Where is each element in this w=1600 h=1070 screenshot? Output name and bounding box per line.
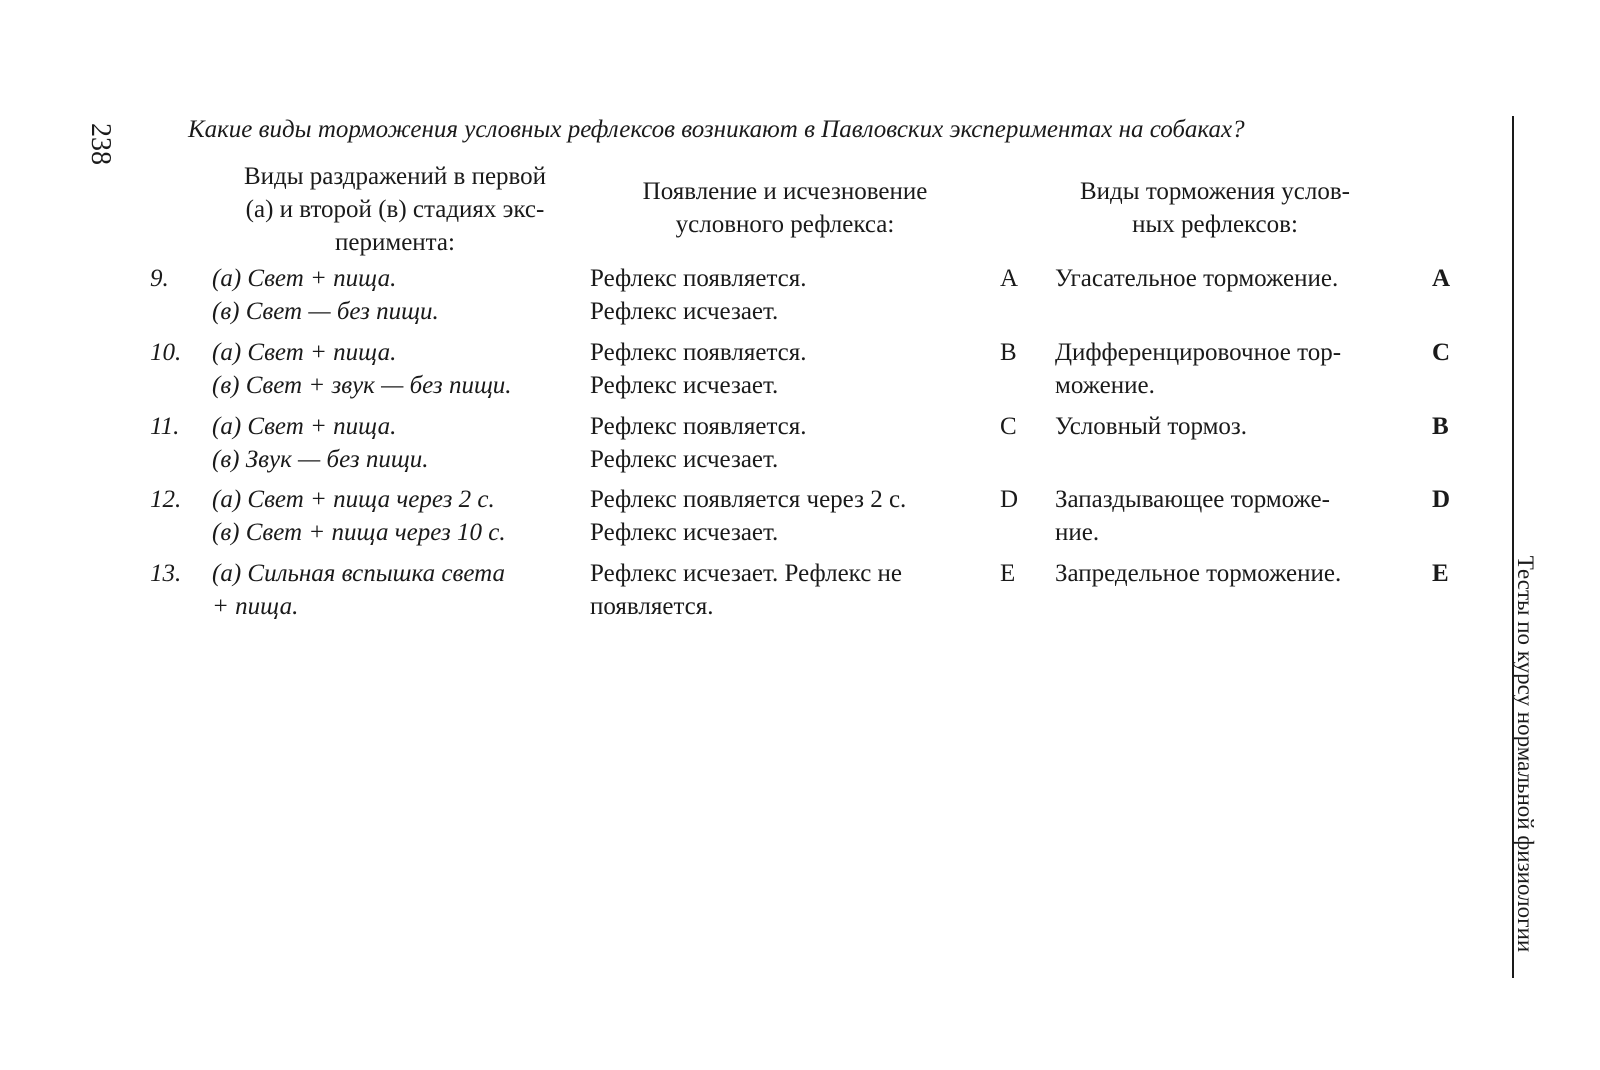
inhibition-line: Условный тормоз. bbox=[1055, 413, 1248, 440]
inhibition-cell bbox=[1055, 262, 1415, 295]
stimuli-line: (а) Свет + пища. bbox=[212, 265, 397, 292]
stimuli-line: (а) Свет + пища. bbox=[212, 339, 397, 366]
inhibition-line: Запредельное торможение. bbox=[1055, 560, 1342, 587]
answer-key: B bbox=[1432, 413, 1449, 440]
inhibition-cell bbox=[1055, 336, 1415, 402]
reflex-cell bbox=[590, 557, 990, 623]
option-letter: E bbox=[1000, 560, 1016, 587]
stimuli-line: (а) Свет + пища через 2 с. bbox=[212, 486, 495, 513]
header-stimuli-line: (а) и второй (в) стадиях экс- bbox=[245, 196, 545, 223]
reflex-line: Рефлекс исчезает. bbox=[590, 446, 779, 473]
option-letter: A bbox=[1000, 265, 1019, 292]
reflex-line: появляется. bbox=[590, 593, 714, 620]
header-stimuli-line: перимента: bbox=[335, 229, 455, 256]
inhibition-line: Дифференцировочное тор- bbox=[1055, 339, 1342, 366]
reflex-line: Рефлекс исчезает. bbox=[590, 519, 779, 546]
reflex-line: Рефлекс появляется через 2 с. bbox=[590, 486, 907, 513]
inhibition-cell bbox=[1055, 557, 1415, 590]
option-letter: D bbox=[1000, 486, 1019, 513]
stimuli-line: (в) Свет — без пищи. bbox=[212, 298, 439, 325]
stimuli-cell bbox=[212, 483, 572, 549]
stimuli-line: (в) Свет + звук — без пищи. bbox=[212, 372, 512, 399]
inhibition-line: Запаздывающее торможе- bbox=[1055, 486, 1330, 513]
header-reflex-line: Появление и исчезновение bbox=[642, 178, 928, 205]
answer-key: D bbox=[1432, 486, 1451, 513]
header-inhibition bbox=[1035, 175, 1395, 241]
stimuli-cell bbox=[212, 410, 572, 476]
header-inhibition-line: Виды торможения услов- bbox=[1080, 178, 1350, 205]
stimuli-cell bbox=[212, 557, 572, 623]
stimuli-line: (а) Свет + пища. bbox=[212, 413, 397, 440]
inhibition-cell bbox=[1055, 483, 1415, 549]
stimuli-cell bbox=[212, 262, 572, 328]
reflex-cell bbox=[590, 410, 990, 476]
header-reflex-line: условного рефлекса: bbox=[675, 211, 895, 238]
inhibition-cell bbox=[1055, 410, 1415, 443]
option-letter: C bbox=[1000, 413, 1017, 440]
reflex-line: Рефлекс появляется. bbox=[590, 339, 807, 366]
question-text: Какие виды торможения условных рефлексов возникают в Павловских экспериментах на собаках? bbox=[188, 116, 1245, 143]
stimuli-cell bbox=[212, 336, 572, 402]
inhibition-line: можение. bbox=[1055, 372, 1155, 399]
header-reflex bbox=[590, 175, 980, 241]
stimuli-line: (в) Свет + пища через 10 с. bbox=[212, 519, 506, 546]
header-inhibition-line: ных рефлексов: bbox=[1132, 211, 1298, 238]
reflex-line: Рефлекс исчезает. Рефлекс не bbox=[590, 560, 903, 587]
stimuli-line: (в) Звук — без пищи. bbox=[212, 446, 429, 473]
reflex-cell bbox=[590, 483, 990, 549]
answer-key: A bbox=[1432, 265, 1451, 292]
question-number: 9. bbox=[150, 265, 169, 292]
reflex-cell bbox=[590, 336, 990, 402]
question-number: 10. bbox=[150, 339, 182, 366]
reflex-cell bbox=[590, 262, 990, 328]
header-stimuli-line: Виды раздражений в первой bbox=[243, 163, 547, 190]
option-letter: B bbox=[1000, 339, 1017, 366]
question-number: 11. bbox=[150, 413, 180, 440]
header-stimuli bbox=[210, 160, 580, 259]
answer-key: C bbox=[1432, 339, 1451, 366]
inhibition-line: ние. bbox=[1055, 519, 1100, 546]
stimuli-line: + пища. bbox=[212, 593, 299, 620]
answer-key: E bbox=[1432, 560, 1449, 587]
running-title: Тесты по курсу нормальной физиологии bbox=[1513, 555, 1538, 953]
question-number: 13. bbox=[150, 560, 182, 587]
reflex-line: Рефлекс появляется. bbox=[590, 265, 807, 292]
stimuli-line: (а) Сильная вспышка света bbox=[212, 560, 505, 587]
reflex-line: Рефлекс исчезает. bbox=[590, 372, 779, 399]
page-number: 238 bbox=[85, 123, 116, 165]
reflex-line: Рефлекс появляется. bbox=[590, 413, 807, 440]
question-number: 12. bbox=[150, 486, 182, 513]
reflex-line: Рефлекс исчезает. bbox=[590, 298, 779, 325]
inhibition-line: Угасательное торможение. bbox=[1055, 265, 1339, 292]
